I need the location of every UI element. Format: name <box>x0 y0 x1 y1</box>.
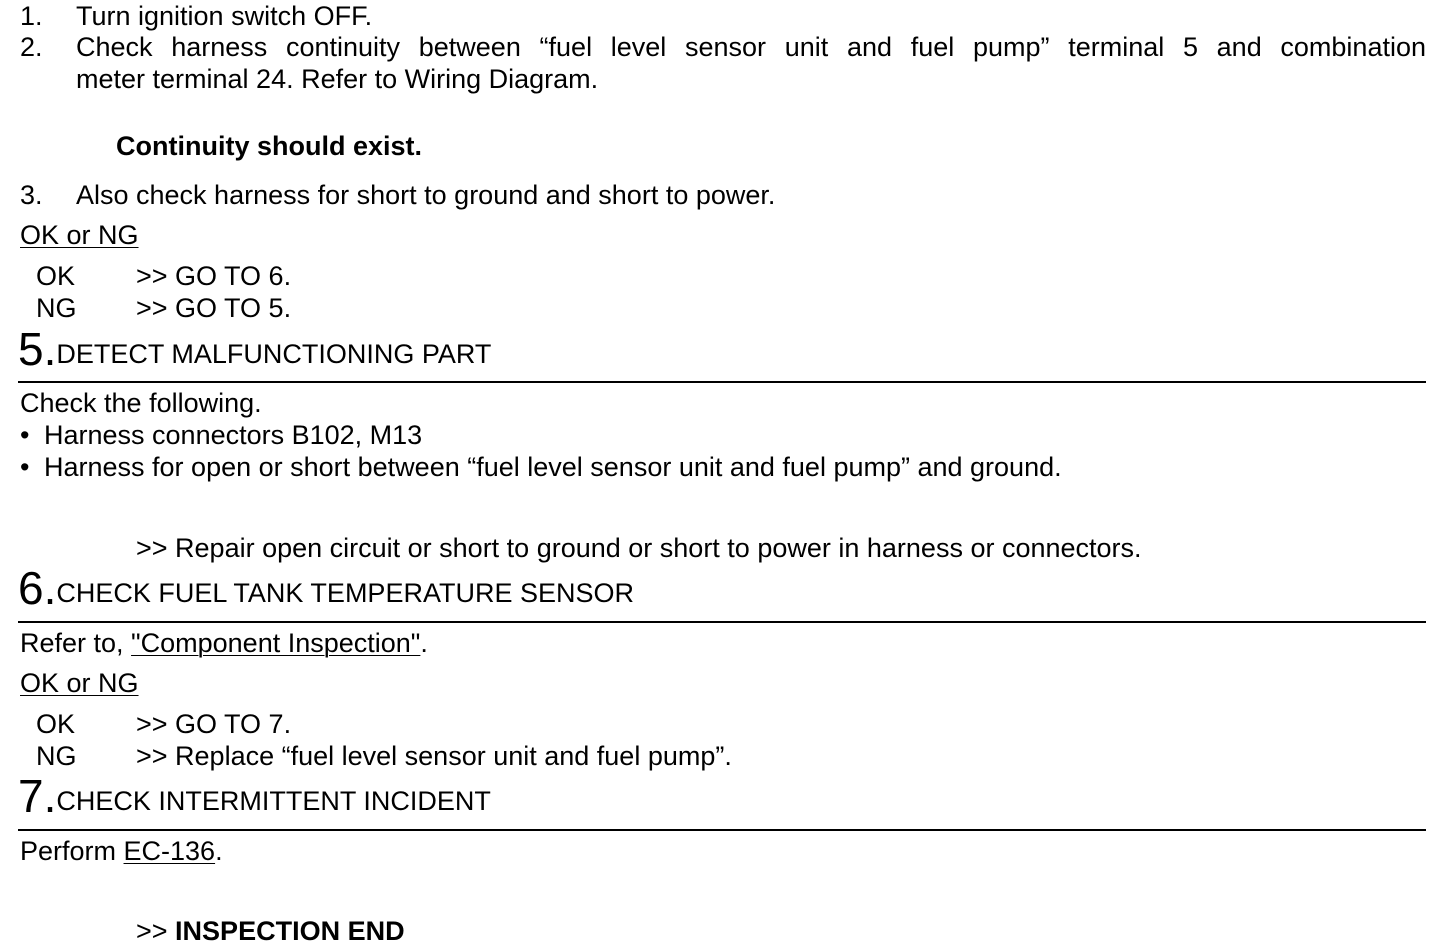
item-number: 1. <box>20 1 43 31</box>
step-7-heading <box>18 770 491 822</box>
instruction-text: Check harness continuity between “fuel level sensor unit and fuel pump” terminal 5 and combination <box>76 32 1426 62</box>
result-action: >> GO TO 6. <box>136 261 292 291</box>
ok-or-ng-heading: OK or NG <box>20 220 139 250</box>
inspection-end-text: INSPECTION END <box>175 916 405 946</box>
refer-prefix: Refer to, <box>20 628 132 658</box>
step-number: 5. <box>18 323 57 375</box>
divider <box>18 621 1426 623</box>
result-action: >> GO TO 5. <box>136 293 292 323</box>
end-arrow: >> <box>136 916 176 946</box>
ec-136-link[interactable]: EC-136 <box>123 836 216 866</box>
inspection-end-line <box>136 915 405 947</box>
step-title: CHECK INTERMITTENT INCIDENT <box>56 786 491 816</box>
bullet-text: Harness for open or short between “fuel level sensor unit and fuel pump” and ground. <box>44 452 1062 482</box>
perform-suffix: . <box>215 836 223 866</box>
instruction-text-continued: meter terminal 24. Refer to Wiring Diagram. <box>76 64 599 94</box>
step-5-heading <box>18 323 492 375</box>
result-label-ok: OK <box>36 261 76 291</box>
specification-text: Continuity should exist. <box>116 131 423 161</box>
component-inspection-link[interactable]: "Component Inspection" <box>131 628 421 658</box>
step-title: DETECT MALFUNCTIONING PART <box>56 339 492 369</box>
bullet-marker: • <box>20 420 30 450</box>
divider <box>18 829 1426 831</box>
refer-suffix: . <box>420 628 428 658</box>
step-number: 7. <box>18 770 57 822</box>
result-label-ng: NG <box>36 293 77 323</box>
item-number: 3. <box>20 180 43 210</box>
result-label-ng: NG <box>36 741 77 771</box>
instruction-text: Also check harness for short to ground and short to power. <box>76 180 776 210</box>
repair-action: >> Repair open circuit or short to ground or short to power in harness or connectors. <box>136 533 1142 563</box>
result-label-ok: OK <box>36 709 76 739</box>
perform-line <box>20 835 223 867</box>
result-action: >> GO TO 7. <box>136 709 292 739</box>
result-action: >> Replace “fuel level sensor unit and fuel pump”. <box>136 741 732 771</box>
instruction-text: Turn ignition switch OFF. <box>76 1 373 31</box>
perform-prefix: Perform <box>20 836 124 866</box>
item-number: 2. <box>20 32 43 62</box>
step-intro: Check the following. <box>20 388 262 418</box>
step-6-heading <box>18 562 634 614</box>
step-number: 6. <box>18 562 57 614</box>
ok-or-ng-heading: OK or NG <box>20 668 139 698</box>
refer-line <box>20 627 428 659</box>
bullet-text: Harness connectors B102, M13 <box>44 420 423 450</box>
bullet-marker: • <box>20 452 30 482</box>
divider <box>18 381 1426 383</box>
step-title: CHECK FUEL TANK TEMPERATURE SENSOR <box>56 578 634 608</box>
